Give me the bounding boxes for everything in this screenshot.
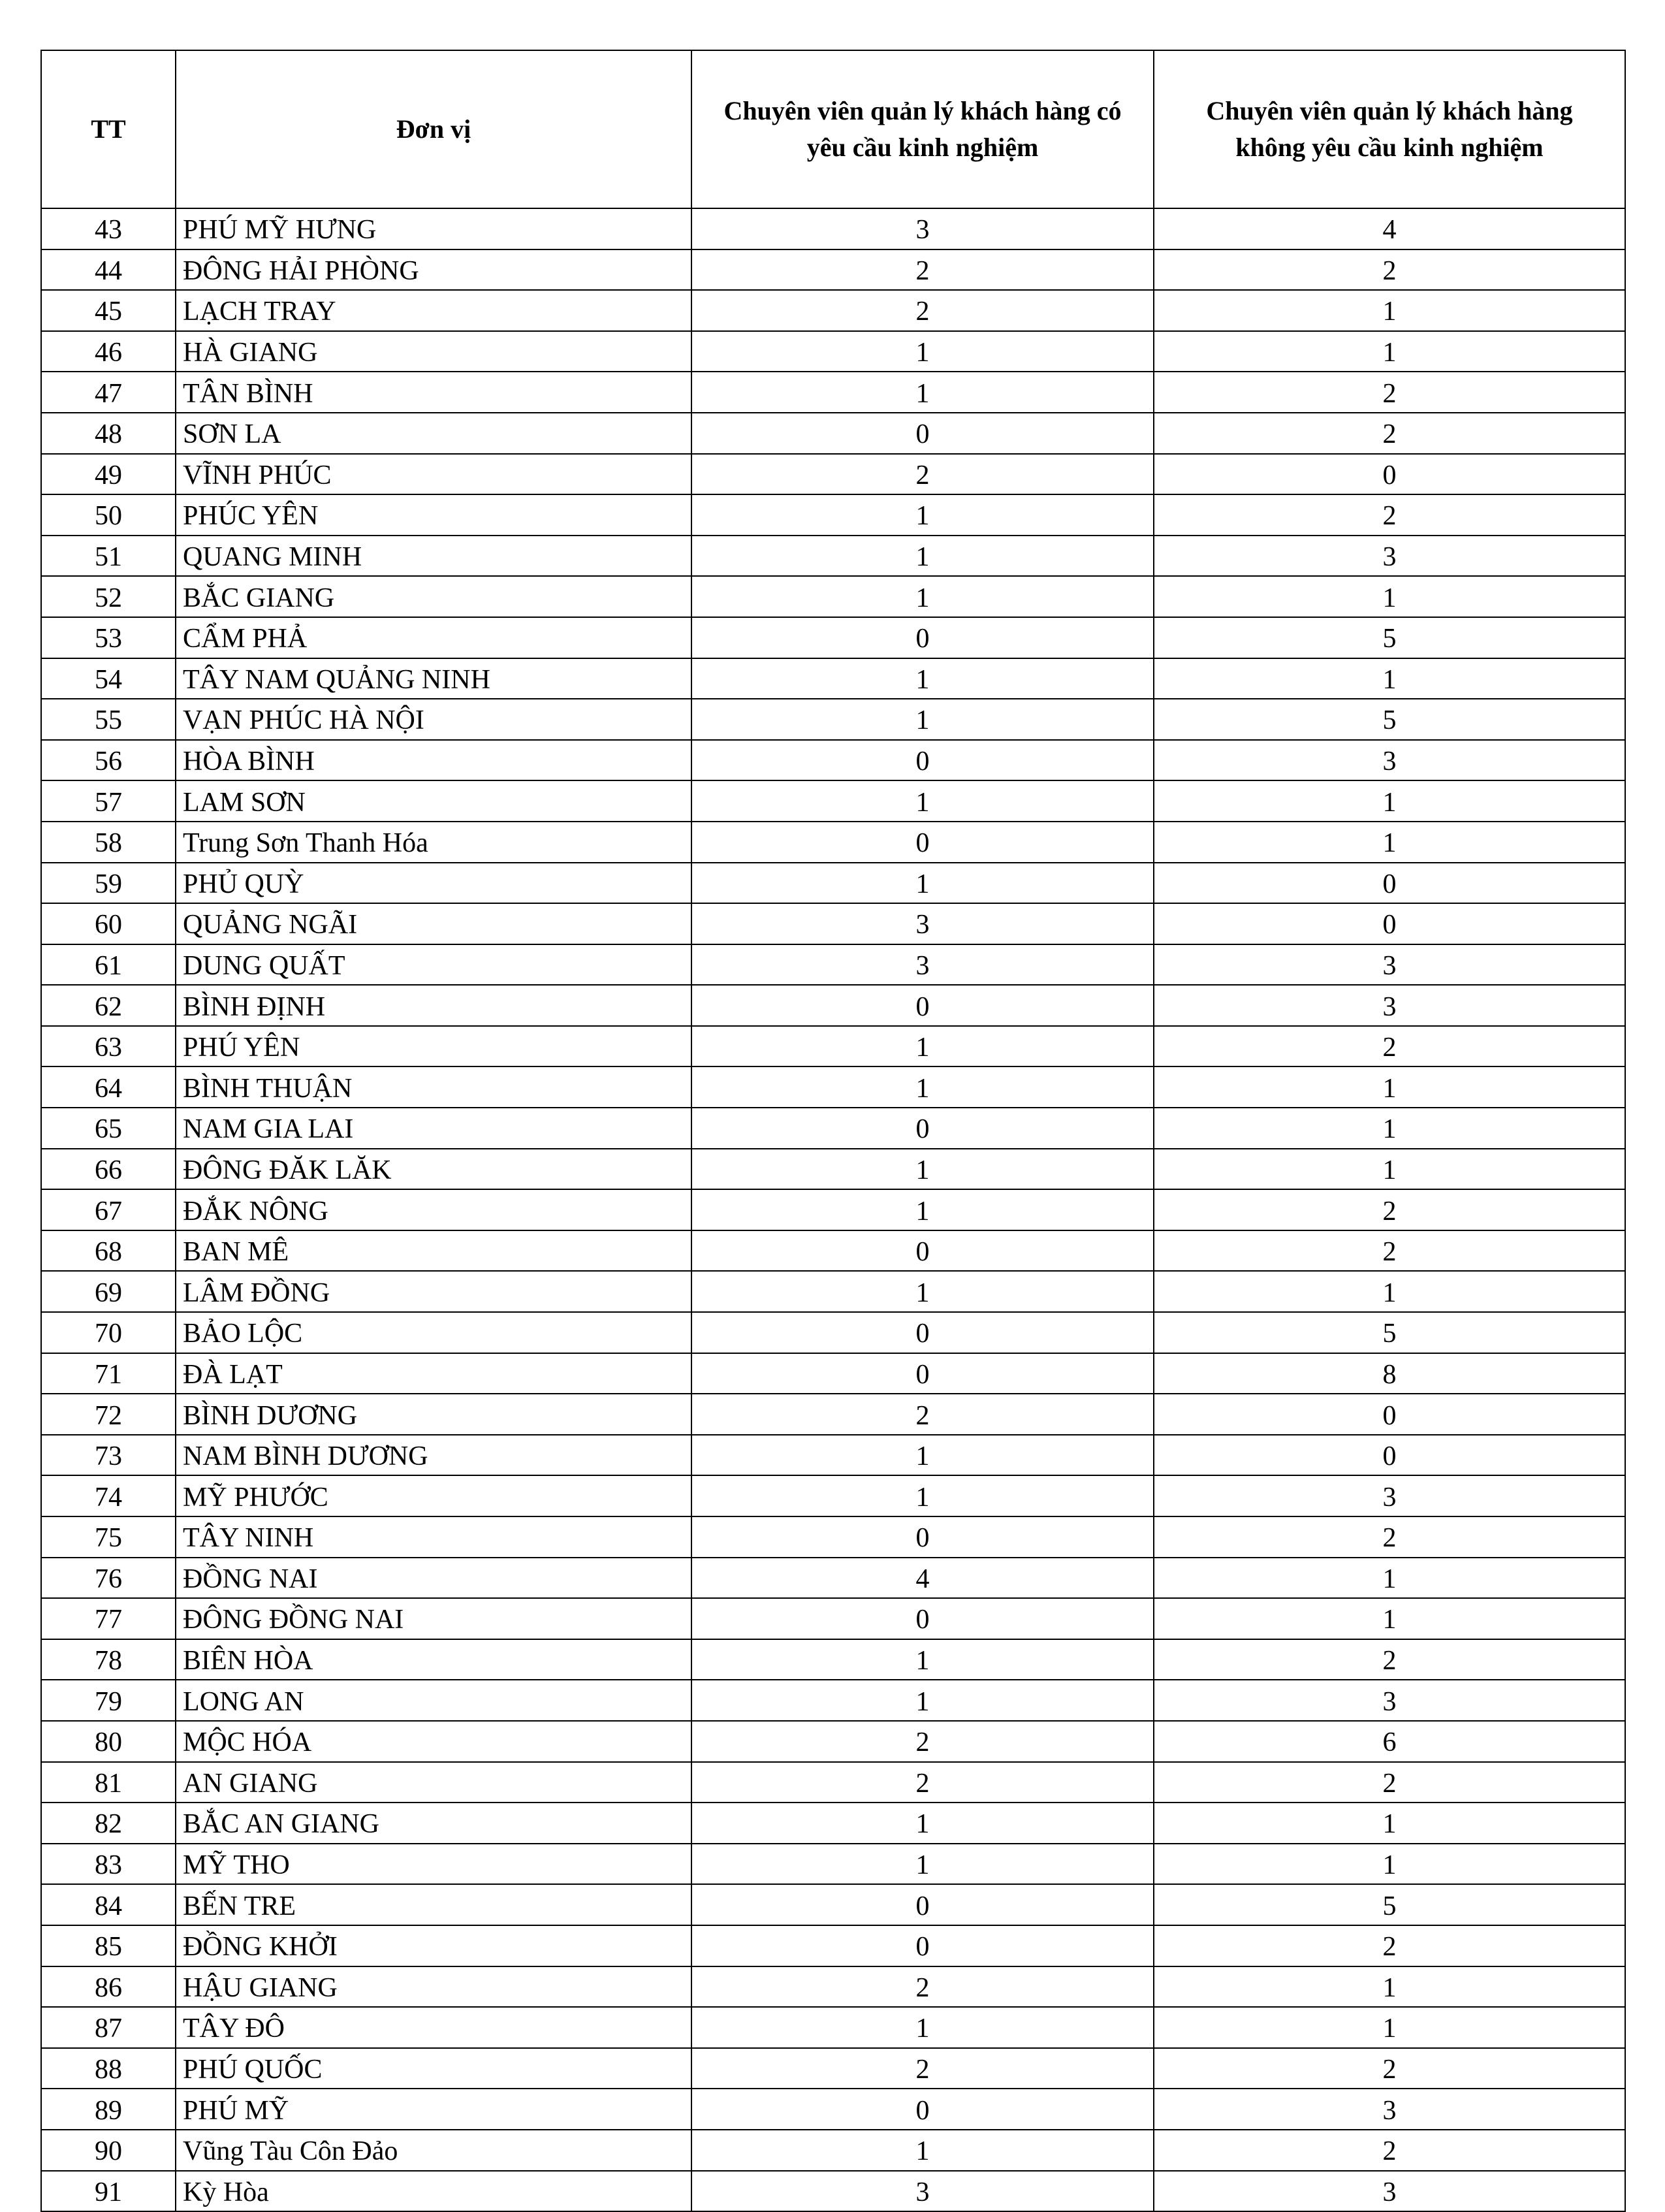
row-number: 91 [41, 2171, 176, 2212]
table-row [41, 1925, 1625, 1966]
row-unit-name: QUẢNG NGÃI [176, 903, 691, 944]
row-without-experience-count: 0 [1154, 903, 1625, 944]
row-with-experience-count: 0 [691, 1925, 1154, 1966]
row-unit-name: BẢO LỘC [176, 1312, 691, 1353]
table-row [41, 863, 1625, 904]
row-unit-name: DUNG QUẤT [176, 944, 691, 986]
row-number: 58 [41, 822, 176, 863]
row-number: 53 [41, 617, 176, 658]
row-with-experience-count: 0 [691, 1353, 1154, 1394]
row-unit-name: ĐỒNG KHỞI [176, 1925, 691, 1966]
row-without-experience-count: 0 [1154, 1394, 1625, 1435]
row-number: 69 [41, 1271, 176, 1312]
table-row [41, 576, 1625, 617]
table-row [41, 249, 1625, 291]
row-without-experience-count: 1 [1154, 290, 1625, 331]
row-without-experience-count: 1 [1154, 1803, 1625, 1844]
table-row [41, 1762, 1625, 1803]
table-row [41, 617, 1625, 658]
row-without-experience-count: 1 [1154, 1844, 1625, 1885]
row-with-experience-count: 0 [691, 822, 1154, 863]
row-number: 83 [41, 1844, 176, 1885]
row-without-experience-count: 0 [1154, 863, 1625, 904]
row-unit-name: HÀ GIANG [176, 331, 691, 372]
row-unit-name: SƠN LA [176, 413, 691, 454]
row-with-experience-count: 1 [691, 536, 1154, 577]
row-without-experience-count: 1 [1154, 331, 1625, 372]
row-without-experience-count: 1 [1154, 576, 1625, 617]
row-unit-name: Trung Sơn Thanh Hóa [176, 822, 691, 863]
row-unit-name: BÌNH THUẬN [176, 1066, 691, 1108]
table-row [41, 1435, 1625, 1476]
table-row [41, 536, 1625, 577]
row-without-experience-count: 2 [1154, 1230, 1625, 1272]
table-row [41, 1394, 1625, 1435]
row-with-experience-count: 0 [691, 1108, 1154, 1149]
row-number: 76 [41, 1558, 176, 1599]
table-row [41, 372, 1625, 413]
row-number: 66 [41, 1149, 176, 1190]
row-with-experience-count: 2 [691, 1721, 1154, 1762]
row-without-experience-count: 3 [1154, 740, 1625, 781]
table-row [41, 944, 1625, 986]
row-unit-name: LONG AN [176, 1680, 691, 1721]
row-unit-name: BÌNH ĐỊNH [176, 985, 691, 1026]
row-without-experience-count: 2 [1154, 2048, 1625, 2089]
table-row [41, 2048, 1625, 2089]
row-unit-name: CẨM PHẢ [176, 617, 691, 658]
row-without-experience-count: 1 [1154, 1966, 1625, 2008]
table-row [41, 2089, 1625, 2130]
row-with-experience-count: 1 [691, 1844, 1154, 1885]
row-unit-name: TÂY NAM QUẢNG NINH [176, 658, 691, 699]
table-row [41, 290, 1625, 331]
row-with-experience-count: 0 [691, 1312, 1154, 1353]
row-unit-name: BÌNH DƯƠNG [176, 1394, 691, 1435]
row-with-experience-count: 0 [691, 2089, 1154, 2130]
row-number: 79 [41, 1680, 176, 1721]
table-row [41, 1966, 1625, 2008]
row-with-experience-count: 2 [691, 454, 1154, 495]
table-row [41, 1598, 1625, 1639]
table-row [41, 1680, 1625, 1721]
row-number: 86 [41, 1966, 176, 2008]
row-number: 60 [41, 903, 176, 944]
row-with-experience-count: 2 [691, 290, 1154, 331]
header-with-experience: Chuyên viên quản lý khách hàng có yêu cầu kinh nghiệm [691, 50, 1154, 208]
row-without-experience-count: 1 [1154, 1108, 1625, 1149]
table-row [41, 740, 1625, 781]
row-with-experience-count: 1 [691, 1680, 1154, 1721]
table-row [41, 208, 1625, 249]
table-row [41, 1230, 1625, 1272]
row-number: 44 [41, 249, 176, 291]
row-number: 50 [41, 494, 176, 536]
row-without-experience-count: 0 [1154, 1435, 1625, 1476]
row-number: 43 [41, 208, 176, 249]
table-row [41, 985, 1625, 1026]
row-unit-name: PHÚ YÊN [176, 1026, 691, 1067]
row-with-experience-count: 0 [691, 1884, 1154, 1925]
row-with-experience-count: 1 [691, 576, 1154, 617]
table-row [41, 658, 1625, 699]
row-number: 61 [41, 944, 176, 986]
row-unit-name: MỸ THO [176, 1844, 691, 1885]
row-number: 62 [41, 985, 176, 1026]
row-number: 48 [41, 413, 176, 454]
row-without-experience-count: 5 [1154, 699, 1625, 740]
row-without-experience-count: 1 [1154, 780, 1625, 822]
table-body [41, 208, 1625, 2211]
row-without-experience-count: 2 [1154, 1516, 1625, 1558]
row-unit-name: PHÚ QUỐC [176, 2048, 691, 2089]
row-with-experience-count: 1 [691, 2007, 1154, 2048]
row-without-experience-count: 5 [1154, 617, 1625, 658]
row-number: 63 [41, 1026, 176, 1067]
row-with-experience-count: 2 [691, 1762, 1154, 1803]
row-unit-name: LÂM ĐỒNG [176, 1271, 691, 1312]
row-unit-name: NAM GIA LAI [176, 1108, 691, 1149]
row-with-experience-count: 2 [691, 2048, 1154, 2089]
row-with-experience-count: 1 [691, 1149, 1154, 1190]
row-unit-name: TÂY NINH [176, 1516, 691, 1558]
row-unit-name: ĐẮK NÔNG [176, 1189, 691, 1230]
row-number: 49 [41, 454, 176, 495]
table-row [41, 331, 1625, 372]
row-unit-name: BAN MÊ [176, 1230, 691, 1272]
row-number: 74 [41, 1475, 176, 1516]
row-without-experience-count: 2 [1154, 413, 1625, 454]
row-unit-name: PHÚC YÊN [176, 494, 691, 536]
header-without-experience: Chuyên viên quản lý khách hàng không yêu cầu kinh nghiệm [1154, 50, 1625, 208]
row-unit-name: PHÚ MỸ [176, 2089, 691, 2130]
row-unit-name: Kỳ Hòa [176, 2171, 691, 2212]
row-without-experience-count: 2 [1154, 1189, 1625, 1230]
row-with-experience-count: 0 [691, 740, 1154, 781]
table-row [41, 699, 1625, 740]
row-unit-name: LAM SƠN [176, 780, 691, 822]
row-unit-name: ĐÔNG ĐĂK LĂK [176, 1149, 691, 1190]
row-unit-name: HÒA BÌNH [176, 740, 691, 781]
table-row [41, 413, 1625, 454]
row-without-experience-count: 1 [1154, 1271, 1625, 1312]
table-row [41, 1108, 1625, 1149]
row-with-experience-count: 2 [691, 249, 1154, 291]
row-number: 89 [41, 2089, 176, 2130]
row-number: 51 [41, 536, 176, 577]
table-row [41, 1639, 1625, 1680]
row-with-experience-count: 1 [691, 1435, 1154, 1476]
table-row [41, 1516, 1625, 1558]
table-row [41, 1271, 1625, 1312]
row-without-experience-count: 3 [1154, 944, 1625, 986]
row-number: 45 [41, 290, 176, 331]
table-row [41, 1149, 1625, 1190]
staffing-table [40, 50, 1626, 2212]
row-with-experience-count: 1 [691, 372, 1154, 413]
table-row [41, 1353, 1625, 1394]
row-number: 55 [41, 699, 176, 740]
table-row [41, 1026, 1625, 1067]
row-number: 81 [41, 1762, 176, 1803]
row-with-experience-count: 1 [691, 1803, 1154, 1844]
row-unit-name: MỸ PHƯỚC [176, 1475, 691, 1516]
row-number: 80 [41, 1721, 176, 1762]
row-without-experience-count: 2 [1154, 1762, 1625, 1803]
table-row [41, 1066, 1625, 1108]
row-without-experience-count: 1 [1154, 1066, 1625, 1108]
row-number: 57 [41, 780, 176, 822]
row-with-experience-count: 2 [691, 1394, 1154, 1435]
row-number: 67 [41, 1189, 176, 1230]
row-with-experience-count: 1 [691, 658, 1154, 699]
row-without-experience-count: 3 [1154, 536, 1625, 577]
row-with-experience-count: 0 [691, 413, 1154, 454]
row-number: 84 [41, 1884, 176, 1925]
row-with-experience-count: 1 [691, 1026, 1154, 1067]
row-unit-name: VẠN PHÚC HÀ NỘI [176, 699, 691, 740]
row-number: 78 [41, 1639, 176, 1680]
row-with-experience-count: 1 [691, 1189, 1154, 1230]
row-without-experience-count: 0 [1154, 454, 1625, 495]
row-unit-name: BẮC AN GIANG [176, 1803, 691, 1844]
row-without-experience-count: 2 [1154, 1639, 1625, 1680]
table-row [41, 2130, 1625, 2171]
row-number: 59 [41, 863, 176, 904]
row-with-experience-count: 0 [691, 985, 1154, 1026]
row-unit-name: PHÚ MỸ HƯNG [176, 208, 691, 249]
row-without-experience-count: 6 [1154, 1721, 1625, 1762]
row-unit-name: TÂN BÌNH [176, 372, 691, 413]
row-unit-name: AN GIANG [176, 1762, 691, 1803]
row-unit-name: TÂY ĐÔ [176, 2007, 691, 2048]
row-without-experience-count: 2 [1154, 372, 1625, 413]
row-unit-name: BIÊN HÒA [176, 1639, 691, 1680]
row-unit-name: NAM BÌNH DƯƠNG [176, 1435, 691, 1476]
table-row [41, 1803, 1625, 1844]
row-number: 72 [41, 1394, 176, 1435]
table-row [41, 494, 1625, 536]
row-without-experience-count: 2 [1154, 1026, 1625, 1067]
table-row [41, 1558, 1625, 1599]
row-with-experience-count: 1 [691, 1271, 1154, 1312]
row-number: 56 [41, 740, 176, 781]
row-with-experience-count: 0 [691, 617, 1154, 658]
row-without-experience-count: 2 [1154, 2130, 1625, 2171]
row-unit-name: Vũng Tàu Côn Đảo [176, 2130, 691, 2171]
table-row [41, 2007, 1625, 2048]
row-with-experience-count: 3 [691, 944, 1154, 986]
row-with-experience-count: 1 [691, 1639, 1154, 1680]
row-number: 52 [41, 576, 176, 617]
table-row [41, 1721, 1625, 1762]
row-unit-name: ĐÔNG ĐỒNG NAI [176, 1598, 691, 1639]
row-unit-name: MỘC HÓA [176, 1721, 691, 1762]
row-without-experience-count: 2 [1154, 249, 1625, 291]
row-with-experience-count: 1 [691, 780, 1154, 822]
row-number: 73 [41, 1435, 176, 1476]
row-unit-name: QUANG MINH [176, 536, 691, 577]
row-unit-name: BẮC GIANG [176, 576, 691, 617]
row-without-experience-count: 5 [1154, 1312, 1625, 1353]
row-number: 85 [41, 1925, 176, 1966]
row-with-experience-count: 3 [691, 208, 1154, 249]
row-without-experience-count: 5 [1154, 1884, 1625, 1925]
row-with-experience-count: 1 [691, 863, 1154, 904]
row-number: 82 [41, 1803, 176, 1844]
row-number: 65 [41, 1108, 176, 1149]
row-with-experience-count: 1 [691, 494, 1154, 536]
table-row [41, 1189, 1625, 1230]
row-without-experience-count: 2 [1154, 494, 1625, 536]
row-unit-name: BẾN TRE [176, 1884, 691, 1925]
row-unit-name: ĐÔNG HẢI PHÒNG [176, 249, 691, 291]
row-number: 68 [41, 1230, 176, 1272]
row-unit-name: LẠCH TRAY [176, 290, 691, 331]
row-with-experience-count: 1 [691, 2130, 1154, 2171]
row-with-experience-count: 0 [691, 1230, 1154, 1272]
row-with-experience-count: 1 [691, 1475, 1154, 1516]
row-without-experience-count: 1 [1154, 1598, 1625, 1639]
row-without-experience-count: 2 [1154, 1925, 1625, 1966]
row-with-experience-count: 0 [691, 1516, 1154, 1558]
row-without-experience-count: 4 [1154, 208, 1625, 249]
row-with-experience-count: 1 [691, 331, 1154, 372]
header-tt: TT [41, 50, 176, 208]
row-with-experience-count: 1 [691, 1066, 1154, 1108]
row-without-experience-count: 1 [1154, 658, 1625, 699]
row-without-experience-count: 3 [1154, 1475, 1625, 1516]
row-without-experience-count: 3 [1154, 2171, 1625, 2212]
row-without-experience-count: 1 [1154, 1149, 1625, 1190]
row-unit-name: PHỦ QUỲ [176, 863, 691, 904]
table-row [41, 1312, 1625, 1353]
row-without-experience-count: 1 [1154, 2007, 1625, 2048]
table-header-row [41, 50, 1625, 208]
row-number: 88 [41, 2048, 176, 2089]
row-with-experience-count: 0 [691, 1598, 1154, 1639]
row-number: 75 [41, 1516, 176, 1558]
row-unit-name: ĐÀ LẠT [176, 1353, 691, 1394]
table-row [41, 2171, 1625, 2212]
table-row [41, 454, 1625, 495]
row-without-experience-count: 3 [1154, 985, 1625, 1026]
row-number: 90 [41, 2130, 176, 2171]
table-row [41, 780, 1625, 822]
row-without-experience-count: 3 [1154, 2089, 1625, 2130]
table-row [41, 1884, 1625, 1925]
table-row [41, 1475, 1625, 1516]
row-number: 70 [41, 1312, 176, 1353]
row-without-experience-count: 3 [1154, 1680, 1625, 1721]
row-number: 64 [41, 1066, 176, 1108]
table-row [41, 903, 1625, 944]
row-with-experience-count: 1 [691, 699, 1154, 740]
row-with-experience-count: 3 [691, 903, 1154, 944]
row-number: 46 [41, 331, 176, 372]
row-unit-name: ĐỒNG NAI [176, 1558, 691, 1599]
row-without-experience-count: 1 [1154, 822, 1625, 863]
row-number: 87 [41, 2007, 176, 2048]
row-without-experience-count: 8 [1154, 1353, 1625, 1394]
row-unit-name: HẬU GIANG [176, 1966, 691, 2008]
row-number: 47 [41, 372, 176, 413]
row-number: 54 [41, 658, 176, 699]
row-number: 71 [41, 1353, 176, 1394]
table-row [41, 822, 1625, 863]
table-row [41, 1844, 1625, 1885]
header-unit: Đơn vị [176, 50, 691, 208]
row-with-experience-count: 4 [691, 1558, 1154, 1599]
row-with-experience-count: 2 [691, 1966, 1154, 2008]
row-number: 77 [41, 1598, 176, 1639]
row-unit-name: VĨNH PHÚC [176, 454, 691, 495]
row-with-experience-count: 3 [691, 2171, 1154, 2212]
row-without-experience-count: 1 [1154, 1558, 1625, 1599]
